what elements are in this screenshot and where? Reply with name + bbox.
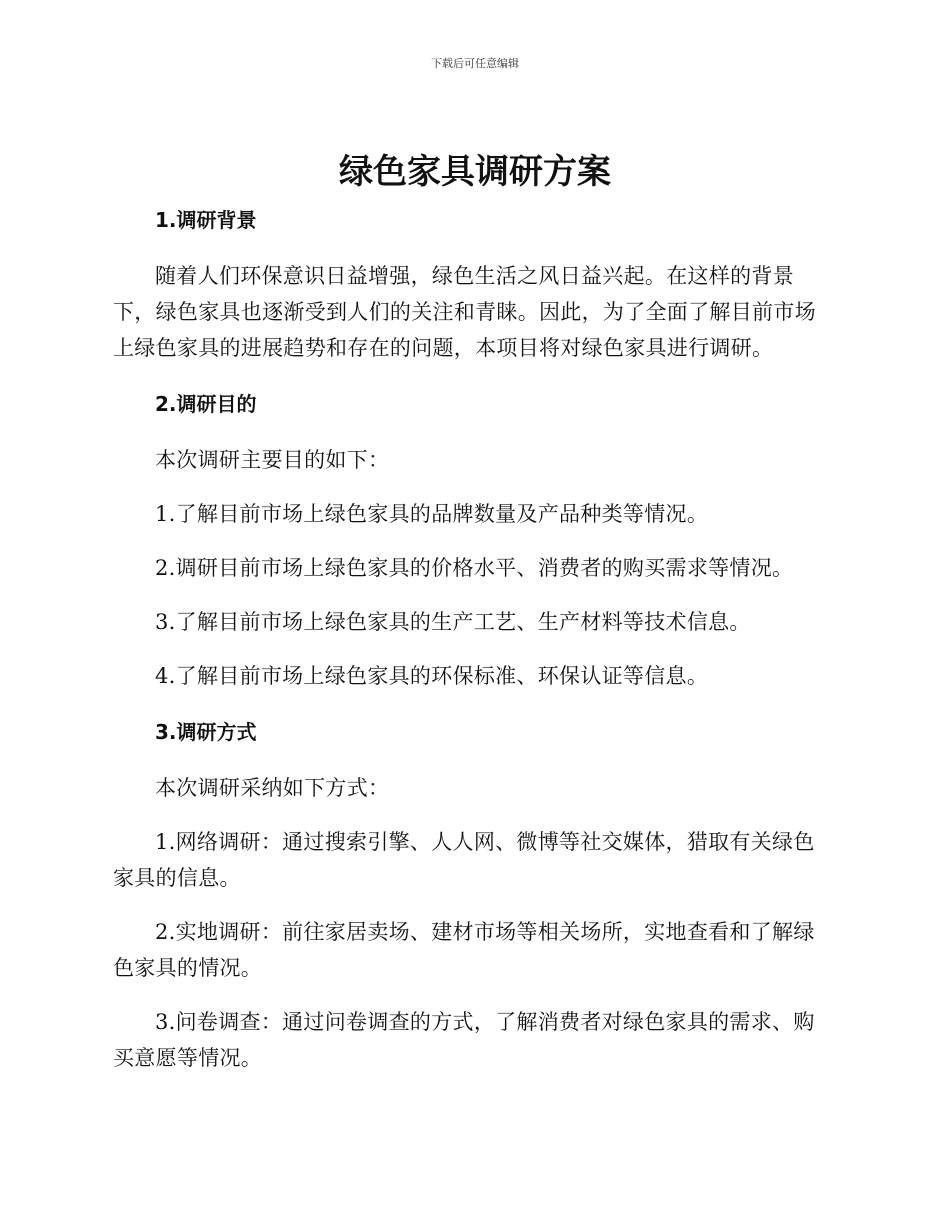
paragraph-purpose-intro: 本次调研主要目的如下：: [155, 448, 390, 472]
list-item-purpose-3: 3.了解目前市场上绿色家具的生产工艺、生产材料等技术信息。: [155, 610, 751, 634]
list-item-purpose-4: 4.了解目前市场上绿色家具的环保标准、环保认证等信息。: [155, 664, 709, 688]
section-heading-background: 1.调研背景: [155, 208, 257, 232]
list-item-method-1: 1.网络调研：通过搜索引擎、人人网、微博等社交媒体，猎取有关绿色家具的信息。: [113, 830, 815, 890]
document-body: [113, 200, 833, 1076]
list-item-method-3: 3.问卷调查：通过问卷调查的方式，了解消费者对绿色家具的需求、购买意愿等情况。: [113, 1010, 815, 1070]
section-heading-methods: 3.调研方式: [155, 720, 257, 744]
list-item-method-2: 2.实地调研：前往家居卖场、建材市场等相关场所，实地查看和了解绿色家具的情况。: [113, 920, 815, 980]
list-item-purpose-1: 1.了解目前市场上绿色家具的品牌数量及产品种类等情况。: [155, 502, 709, 526]
document-title: 绿色家具调研方案: [339, 152, 611, 192]
list-item-purpose-2: 2.调研目前市场上绿色家具的价格水平、消费者的购买需求等情况。: [155, 556, 794, 580]
paragraph-background: 随着人们环保意识日益增强，绿色生活之风日益兴起。在这样的背景下，绿色家具也逐渐受到人们的关注和青睐。因此，为了全面了解目前市场上绿色家具的进展趋势和存在的问题，本项目将对绿色家具进行调研。: [113, 264, 816, 360]
section-heading-purpose: 2.调研目的: [155, 392, 257, 416]
paragraph-methods-intro: 本次调研采纳如下方式：: [155, 776, 390, 800]
header-note: 下载后可任意编辑: [431, 57, 519, 70]
